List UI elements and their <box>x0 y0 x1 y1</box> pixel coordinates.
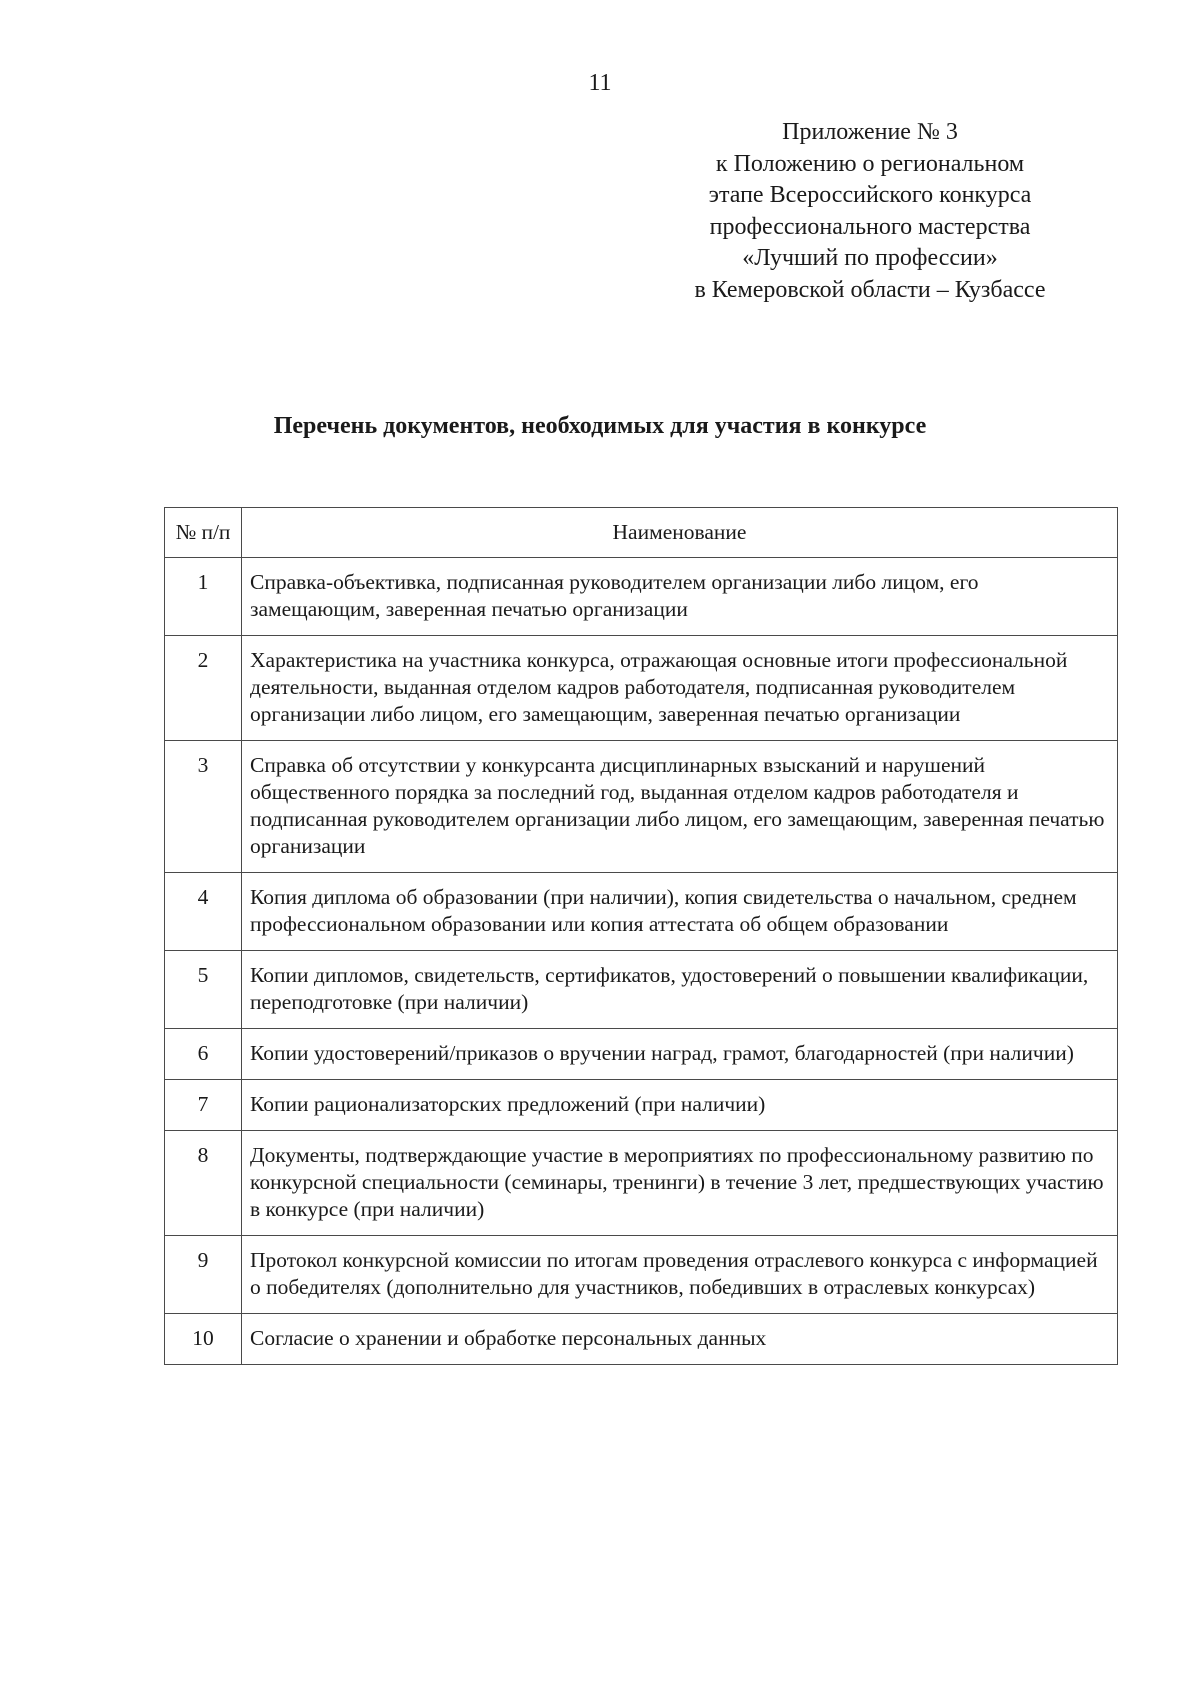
appendix-line: Приложение № 3 <box>782 119 958 145</box>
table-row <box>165 1080 1118 1131</box>
table-row <box>165 741 1118 873</box>
row-number: 5 <box>165 951 242 1029</box>
row-number: 6 <box>165 1029 242 1080</box>
row-number: 1 <box>165 558 242 636</box>
row-name: Документы, подтверждающие участие в мероприятиях по профессиональному развитию по конкурсной специальности (семинары, тренинги) в течение 3 лет, предшествующих участию в конкурсе (при наличии) <box>242 1131 1118 1236</box>
appendix-block <box>620 117 1120 306</box>
row-name: Копии дипломов, свидетельств, сертификатов, удостоверений о повышении квалификации, переподготовке (при наличии) <box>242 951 1118 1029</box>
header-name: Наименование <box>242 508 1118 558</box>
table-row <box>165 1314 1118 1365</box>
table-row <box>165 873 1118 951</box>
table-row <box>165 1236 1118 1314</box>
row-number: 9 <box>165 1236 242 1314</box>
page-number: 11 <box>588 70 612 96</box>
row-number: 4 <box>165 873 242 951</box>
row-name: Справка-объективка, подписанная руководителем организации либо лицом, его замещающим, заверенная печатью организации <box>242 558 1118 636</box>
table-header-row <box>165 508 1118 558</box>
header-number: № п/п <box>165 508 242 558</box>
document-title: Перечень документов, необходимых для участия в конкурсе <box>273 413 927 439</box>
row-number: 8 <box>165 1131 242 1236</box>
table-row <box>165 1131 1118 1236</box>
appendix-line: этапе Всероссийского конкурса <box>708 182 1032 208</box>
table-row <box>165 1029 1118 1080</box>
table-row <box>165 558 1118 636</box>
documents-table <box>164 507 1118 1365</box>
table-row <box>165 951 1118 1029</box>
appendix-line: профессионального мастерства <box>709 213 1031 240</box>
row-name: Копия диплома об образовании (при наличии), копия свидетельства о начальном, среднем профессиональном образовании или копия аттестата об общем образовании <box>242 873 1118 951</box>
row-name: Протокол конкурсной комиссии по итогам проведения отраслевого конкурса с информацией о победителях (дополнительно для участников, победивших в отраслевых конкурсах) <box>242 1236 1118 1314</box>
row-name: Характеристика на участника конкурса, отражающая основные итоги профессиональной деятельности, выданная отделом кадров работодателя, подписанная руководителем организации либо лицом, его замещающим, заверенная печатью организации <box>242 636 1118 741</box>
row-name: Копии удостоверений/приказов о вручении наград, грамот, благодарностей (при наличии) <box>242 1029 1118 1080</box>
appendix-line: «Лучший по профессии» <box>742 245 998 271</box>
appendix-line: к Положению о региональном <box>715 150 1025 177</box>
row-name: Копии рационализаторских предложений (при наличии) <box>242 1080 1118 1131</box>
row-name: Согласие о хранении и обработке персональных данных <box>242 1314 1118 1365</box>
row-number: 2 <box>165 636 242 741</box>
row-number: 10 <box>165 1314 242 1365</box>
row-number: 3 <box>165 741 242 873</box>
table-row <box>165 636 1118 741</box>
row-number: 7 <box>165 1080 242 1131</box>
row-name: Справка об отсутствии у конкурсанта дисциплинарных взысканий и нарушений общественного порядка за последний год, выданная отделом кадров работодателя и подписанная руководителем организации либо лицом, его замещающим, заверенная печатью организации <box>242 741 1118 873</box>
appendix-line: в Кемеровской области – Кузбассе <box>694 276 1046 303</box>
